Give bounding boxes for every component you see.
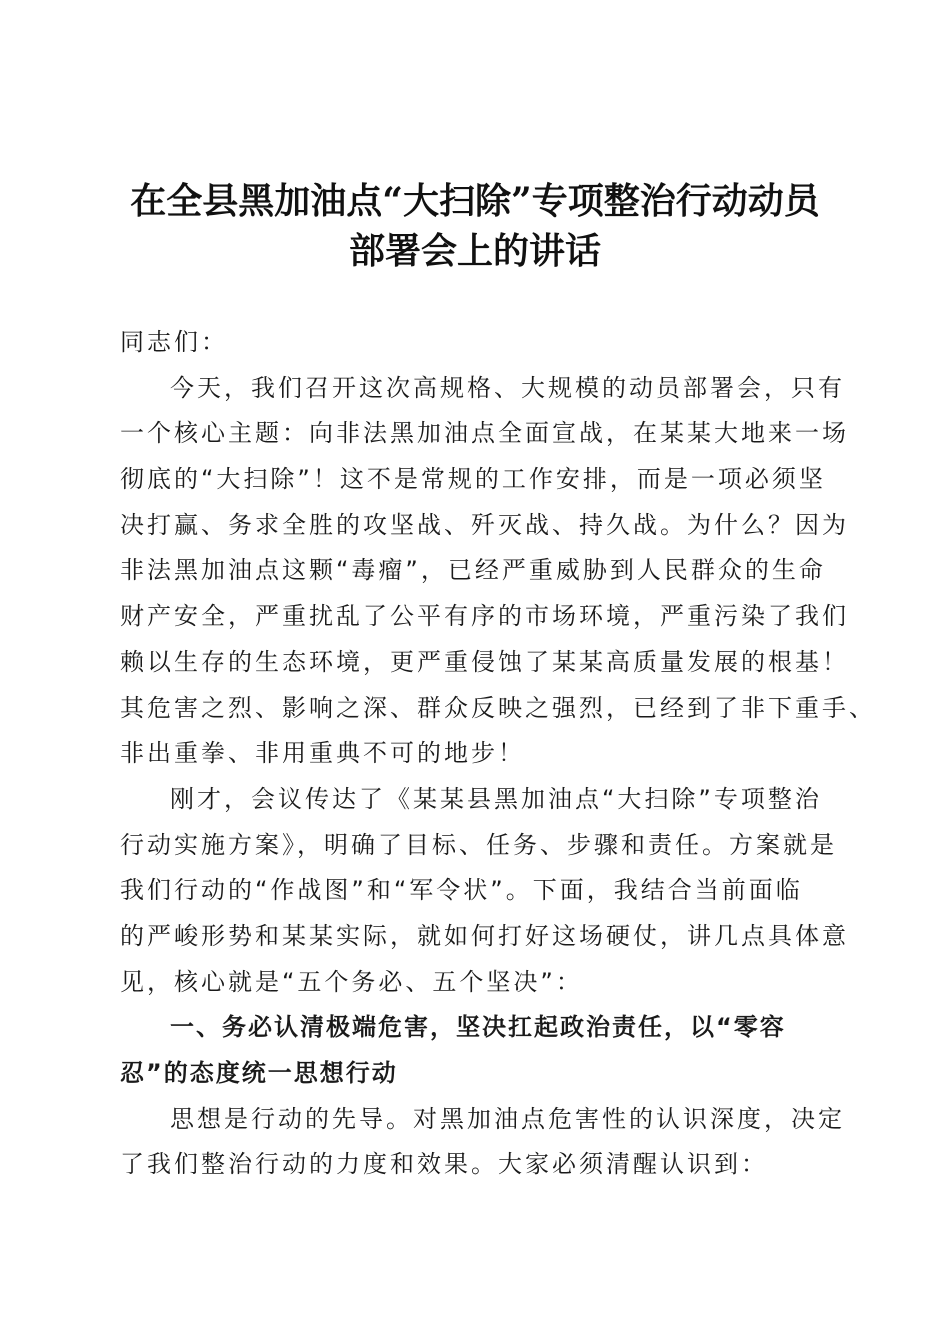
paragraph-thinking <box>120 1097 845 1188</box>
document-body <box>120 320 876 1188</box>
paragraph-line: 刚才，会议传达了《某某县黑加油点“大扫除”专项整治 <box>170 784 822 813</box>
document-title <box>110 176 840 276</box>
title-line-2: 部署会上的讲话 <box>348 230 601 272</box>
paragraph-line: 了我们整治行动的力度和效果。大家必须清醒认识到： <box>120 1150 768 1179</box>
salutation: 同志们： <box>120 328 228 356</box>
paragraph-line: 我们行动的“作战图”和“军令状”。下面，我结合当前面临 <box>120 876 803 905</box>
title-line-1: 在全县黑加油点“大扫除”专项整治行动动员 <box>130 180 820 222</box>
paragraph-line: 彻底的“大扫除”！这不是常规的工作安排，而是一项必须坚 <box>120 465 826 494</box>
paragraph-line: 的严峻形势和某某实际，就如何打好这场硬仗，讲几点具体意 <box>120 921 849 950</box>
paragraph-line: 思想是行动的先导。对黑加油点危害性的认识深度，决定 <box>170 1104 845 1133</box>
paragraph-line: 非法黑加油点这颗“毒瘤”，已经严重威胁到人民群众的生命 <box>120 556 826 585</box>
heading-line: 一、务必认清极端危害，坚决扛起政治责任，以“零容 <box>170 1013 786 1042</box>
paragraph-line: 财产安全，严重扰乱了公平有序的市场环境，严重污染了我们 <box>120 602 849 631</box>
paragraph-plan <box>120 777 849 1005</box>
heading-line: 忍”的态度统一思想行动 <box>120 1059 398 1087</box>
paragraph-line: 决打赢、务求全胜的攻坚战、歼灭战、持久战。为什么？因为 <box>120 510 849 539</box>
paragraph-line: 行动实施方案》，明确了目标、任务、步骤和责任。方案就是 <box>120 830 837 859</box>
paragraph-opening <box>120 366 876 777</box>
section-heading-1 <box>120 1005 840 1096</box>
paragraph-line: 赖以生存的生态环境，更严重侵蚀了某某高质量发展的根基！ <box>120 647 849 676</box>
paragraph-line: 非出重拳、非用重典不可的地步！ <box>120 739 525 768</box>
paragraph-line: 一个核心主题：向非法黑加油点全面宣战，在某某大地来一场 <box>120 419 849 448</box>
paragraph-line: 其危害之烈、影响之深、群众反映之强烈，已经到了非下重手、 <box>120 693 876 722</box>
paragraph-line: 今天，我们召开这次高规格、大规模的动员部署会，只有 <box>170 373 845 402</box>
paragraph-line: 见，核心就是“五个务必、五个坚决”： <box>120 967 583 996</box>
